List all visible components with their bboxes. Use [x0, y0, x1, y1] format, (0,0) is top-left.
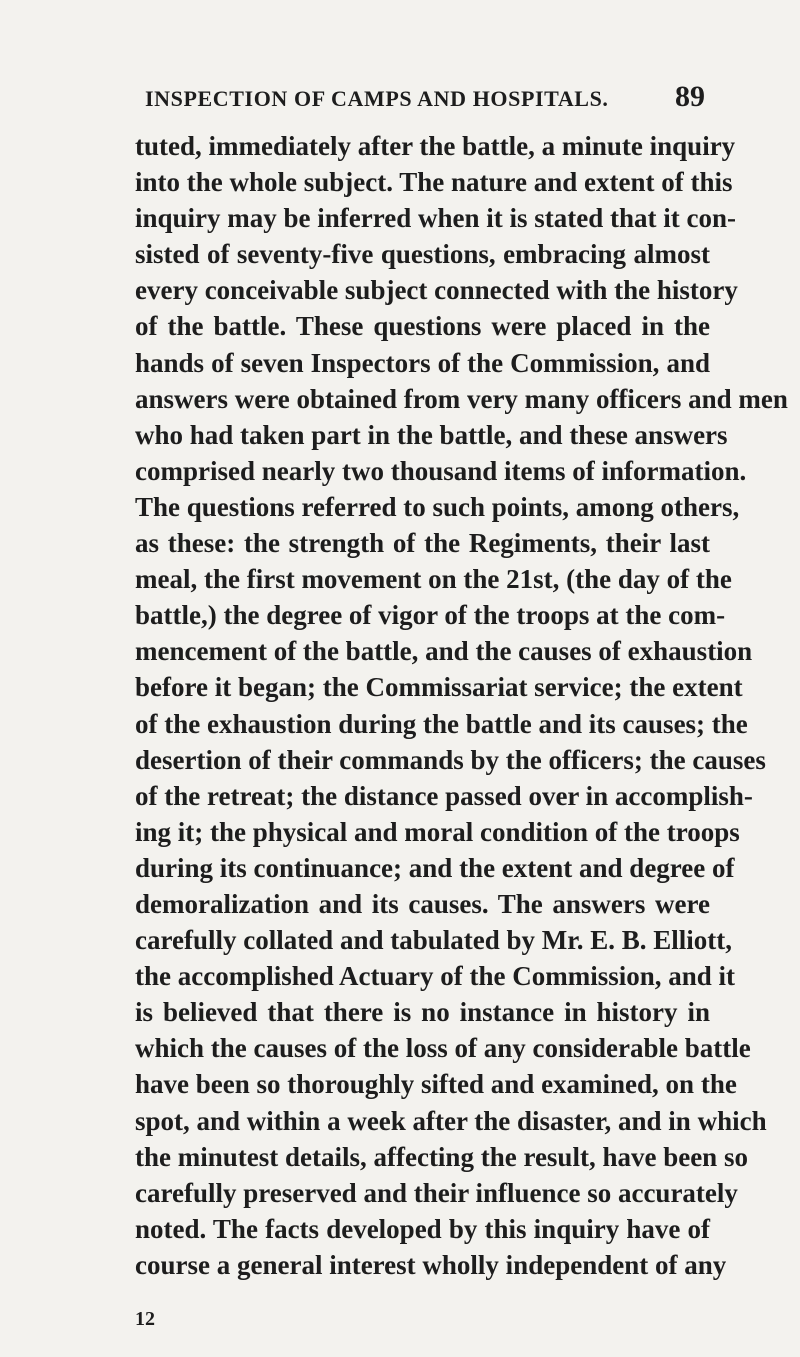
- body-text: [135, 128, 788, 1283]
- text-line: of the exhaustion during the battle and its causes; the: [135, 708, 748, 739]
- text-line: which the causes of the loss of any considerable battle: [135, 1033, 751, 1064]
- text-line: noted. The facts developed by this inquiry have of: [135, 1213, 710, 1244]
- text-line: spot, and within a week after the disaster, and in which: [135, 1105, 767, 1136]
- text-line: hands of seven Inspectors of the Commission, and: [135, 347, 710, 378]
- text-line: is believed that there is no instance in history in: [135, 997, 710, 1028]
- page-number: 89: [675, 80, 705, 113]
- text-line: during its continuance; and the extent and degree of: [135, 852, 735, 883]
- text-line: as these: the strength of the Regiments, their last: [135, 528, 710, 559]
- text-line: mencement of the battle, and the causes of exhaustion: [135, 636, 753, 667]
- page-header: [135, 80, 705, 116]
- running-head: INSPECTION OF CAMPS AND HOSPITALS.: [145, 86, 609, 111]
- text-line: comprised nearly two thousand items of information.: [135, 455, 747, 486]
- text-line: of the battle. These questions were placed in the: [135, 311, 710, 342]
- text-line: desertion of their commands by the officers; the causes: [135, 744, 766, 775]
- text-line: have been so thoroughly sifted and examined, on the: [135, 1069, 737, 1100]
- text-line: meal, the first movement on the 21st, (the day of the: [135, 564, 732, 595]
- signature-mark: 12: [135, 1308, 155, 1330]
- text-line: into the whole subject. The nature and extent of this: [135, 167, 733, 198]
- text-line: ing it; the physical and moral condition of the troops: [135, 816, 740, 847]
- text-line: the accomplished Actuary of the Commission, and it: [135, 961, 735, 992]
- text-line: every conceivable subject connected with the history: [135, 275, 738, 306]
- text-line: demoralization and its causes. The answers were: [135, 888, 710, 919]
- text-line: sisted of seventy-five questions, embracing almost: [135, 239, 710, 270]
- text-line: carefully collated and tabulated by Mr. E. B. Elliott,: [135, 925, 733, 956]
- text-line: who had taken part in the battle, and these answers: [135, 419, 728, 450]
- text-line: tuted, immediately after the battle, a minute inquiry: [135, 131, 736, 161]
- text-line: course a general interest wholly independent of any: [135, 1249, 727, 1280]
- text-line: carefully preserved and their influence so accurately: [135, 1177, 738, 1208]
- text-line: battle,) the degree of vigor of the troops at the com-: [135, 600, 726, 631]
- text-line: The questions referred to such points, among others,: [135, 491, 740, 522]
- text-line: before it began; the Commissariat service; the extent: [135, 672, 743, 703]
- text-line: of the retreat; the distance passed over in accomplish-: [135, 780, 753, 811]
- text-line: inquiry may be inferred when it is stated that it con-: [135, 203, 736, 234]
- text-line: the minutest details, affecting the result, have been so: [135, 1141, 748, 1172]
- text-line: answers were obtained from very many officers and men: [135, 383, 788, 414]
